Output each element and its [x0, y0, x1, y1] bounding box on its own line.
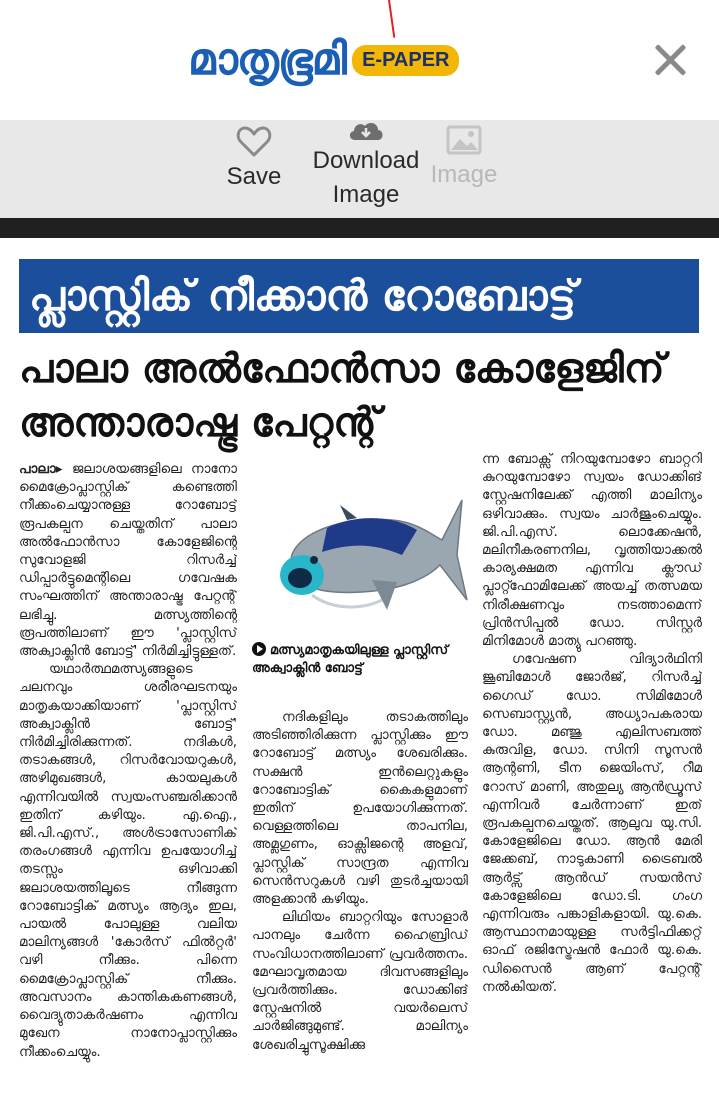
top-bar	[0, 0, 719, 120]
close-icon[interactable]	[648, 38, 692, 82]
download-image-button[interactable]	[300, 120, 432, 210]
robot-fish-photo	[252, 460, 468, 630]
dateline: പാലാ▸	[19, 461, 63, 477]
paragraph: ന്ന ബോക്സ് നിറയുമ്പോഴോ ബാറ്ററി കുറയുമ്പോഴോ സ്വയം ഡോക്കിങ് സ്റ്റേഷനിലേക്ക് എത്തി മാലിന്യം ഒഴിവാക്കും. സ്വയം ചാർജുംചെയ്യും. ജി.പി.എസ്. ലൊക്കേഷൻ, മലിനീകരണനില, വൃത്തിയാക്കൽ കാര്യക്ഷമത എന്നിവ ക്ലൗഡ് പ്ലാറ്റ്ഫോമിലേക്ക് അയച്ച് തത്സമയ നിരീക്ഷണവും നടത്താമെന്ന് പ്രിൻസിപ്പൽ ഡോ. സിസ്റ്റർ മിനിമോൾ മാത്യു പറഞ്ഞു.	[482, 451, 702, 650]
article-column-1	[19, 460, 237, 1110]
cloud-download-icon	[347, 120, 385, 142]
save-button[interactable]	[214, 124, 294, 192]
heart-icon	[236, 124, 272, 158]
play-icon	[252, 642, 266, 656]
logo-text: മാതൃഭൂമി	[188, 34, 347, 85]
main-headline	[19, 342, 709, 450]
image-label: Image	[430, 161, 498, 188]
photo-caption	[252, 642, 468, 678]
image-button[interactable]	[420, 124, 508, 190]
brand-logo	[188, 30, 459, 90]
image-icon	[446, 124, 482, 156]
paragraph: ജലാശയങ്ങളിലെ നാനോ മൈക്രോപ്ലാസ്റ്റിക് കണ്ടെത്തി നീക്കംചെയ്യാനുള്ള റോബോട്ട് രൂപകല്പന ചെയ്തതിന് പാലാ അൽഫോൻസാ കോളേജിന്റെ സുവോളജി റിസർച്ച് ഡിപ്പാർട്ടുമെന്റിലെ ഗവേഷക സംഘത്തിന് അന്താരാഷ്ട്ര പേറ്റന്റ് ലഭിച്ചു. മത്സ്യത്തിന്റെ രൂപത്തിലാണ് ഈ 'പ്ലാസ്റ്റിസ് അക്വാക്ലിൻ ബോട്ട്' നിർമിച്ചിട്ടുള്ളത്.	[19, 461, 237, 660]
download-label-1: Download	[312, 147, 420, 174]
headline-line-1: പാലാ അൽഫോൻസാ കോളേജിന്	[19, 346, 665, 392]
article-column-2	[252, 708, 468, 1108]
download-label-2: Image	[332, 181, 400, 208]
action-toolbar	[0, 120, 719, 218]
paragraph: യഥാർത്ഥമത്സ്യങ്ങളുടെ ചലനവും ശരീരഘടനയും മാതൃകയാക്കിയാണ് 'പ്ലാസ്റ്റിസ് അക്വാക്ലിൻ ബോട്ട്' നിർമിച്ചിരിക്കുന്നത്. നദികൾ, തടാകങ്ങൾ, റിസർവോയറുകൾ, അഴിമുഖങ്ങൾ, കായലുകൾ എന്നിവയിൽ സ്വയംസഞ്ചരിക്കാൻ ഇതിന് കഴിയും. എ.ഐ., ജി.പി.എസ്., അൾട്രാസോണിക് തരംഗങ്ങൾ എന്നിവ ഉപയോഗിച്ച് തടസ്സം ഒഴിവാക്കി ജലാശയത്തിലൂടെ നീങ്ങുന്ന റോബോട്ടിക് മത്സ്യം ആദ്യം ഇല, പായൽ പോലുള്ള വലിയ മാലിന്യങ്ങൾ 'കോർസ് ഫിൽറ്റർ' വഴി നീക്കും. പിന്നെ മൈക്രോപ്ലാസ്റ്റിക് നീക്കും. അവസാനം കാന്തികകണങ്ങൾ, വൈദ്യുതാകർഷണം എന്നിവ മുഖേന നാനോപ്ലാസ്റ്റിക്കും നീക്കംചെയ്യും.	[19, 661, 237, 1060]
epaper-clipping	[0, 238, 719, 1113]
paragraph: ലിഥിയം ബാറ്ററിയും സോളാർ പാനലും ചേർന്ന ഹൈബ്രിഡ് സംവിധാനത്തിലാണ് പ്രവർത്തനം. മേഘാവൃതമായ ദിവസങ്ങളിലും പ്രവർത്തിക്കും. ഡോക്കിങ് സ്റ്റേഷനിൽ വയർലെസ് ചാർജിങ്ങുമുണ്ട്. മാലിന്യം ശേഖരിച്ചുസൂക്ഷിക്കു	[252, 909, 468, 1053]
paragraph: നദികളിലും തടാകത്തിലും അടിഞ്ഞിരിക്കുന്ന പ്ലാസ്റ്റിക്കും ഈ റോബോട്ട് മത്സ്യം ശേഖരിക്കും. സക്ഷൻ ഇൻലെറ്റുകളും റോബോട്ടിക് കൈകളുമാണ് ഇതിന് ഉപയോഗിക്കുന്നത്. വെള്ളത്തിലെ താപനില, അമ്ലഗുണം, ഓക്സിജന്റെ അളവ്, പ്ലാസ്റ്റിക് സാന്ദ്രത എന്നിവ സെൻസറുകൾ വഴി തുടർച്ചയായി അളക്കാൻ കഴിയും.	[252, 709, 468, 908]
headline-line-2: അന്താരാഷ്ട്ര പേറ്റന്റ്	[19, 400, 381, 446]
paragraph: ഗവേഷണ വിദ്യാർഥിനി ജൂബിമോൾ ജോർജ്, റിസർച്ച് ഗൈഡ് ഡോ. സിമിമോൾ സെബാസ്റ്റ്യൻ, അധ്യാപകരായ ഡോ. മഞ്ജു എലിസബത്ത് കുരുവിള, ഡോ. സിനി സൂസൻ ആന്റണി, ടീന ജെയിംസ്, റീമ റോസ് മാണി, അതുല്യ ആൻഡ്രൂസ് എന്നിവർ ചേർന്നാണ് ഇത് രൂപകല്പനചെയ്തത്. ആലുവ യു.സി. കോളേജിലെ ഡോ. ആൻ മേരി ജേക്കബ്, നാടുകാണി ട്രൈബൽ ആർട്സ് ആൻഡ് സയൻസ് കോളേജിലെ ഡോ.ടി. ഗംഗ എന്നിവരും പങ്കാളികളായി. യു.കെ. ആസ്ഥാനമായുള്ള സർട്ടിഫിക്കറ്റ് ഓഫ് രജിസ്ട്രേഷൻ ഫോർ യു.കെ. ഡിസൈൻ ആണ് പേറ്റന്റ് നൽകിയത്.	[482, 651, 702, 995]
article-column-3	[482, 450, 702, 1110]
toolbar-divider	[0, 218, 719, 238]
kicker-headline: പ്ലാസ്റ്റിക് നീക്കാൻ റോബോട്ട്	[19, 259, 699, 333]
epaper-badge: E-PAPER	[352, 45, 459, 76]
save-label: Save	[226, 163, 282, 190]
caption-text: മത്സ്യമാതൃകയിലുള്ള പ്ലാസ്റ്റിസ് അക്വാക്ലിൻ ബോട്ട്	[252, 643, 449, 676]
